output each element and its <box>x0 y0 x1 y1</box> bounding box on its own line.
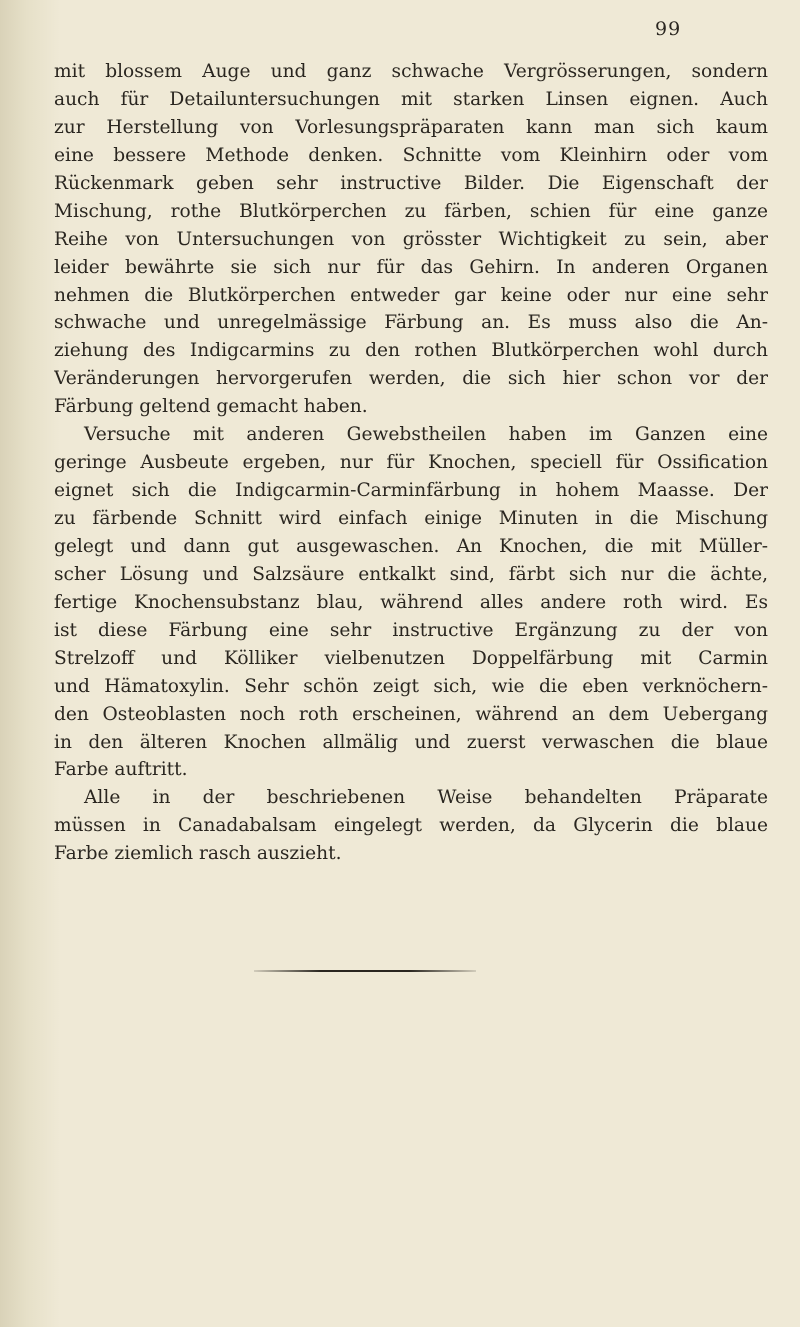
text-line: auch für Detailuntersuchungen mit starken Linsen eignen. Auch <box>54 88 768 110</box>
body-text <box>54 58 768 868</box>
text-line: geringe Ausbeute ergeben, nur für Knochen, speciell für Ossification <box>54 452 768 474</box>
text-line: nehmen die Blutkörperchen entweder gar keine oder nur eine sehr <box>54 284 768 306</box>
text-line: gelegt und dann gut ausgewaschen. An Knochen, die mit Müller- <box>54 535 768 557</box>
text-line: mit blossem Auge und ganz schwache Vergrösserungen, sondern <box>54 61 768 82</box>
text-line: Mischung, rothe Blutkörperchen zu färben, schien für eine ganze <box>54 200 768 222</box>
text-line: Färbung geltend gemacht haben. <box>54 396 368 418</box>
text-line: zur Herstellung von Vorlesungspräparaten kann man sich kaum <box>54 116 768 138</box>
text-line: scher Lösung und Salzsäure entkalkt sind, färbt sich nur die ächte, <box>54 563 768 585</box>
section-divider-rule <box>254 970 476 972</box>
page-number: 99 <box>655 18 682 40</box>
text-line: Rückenmark geben sehr instructive Bilder. Die Eigenschaft der <box>54 172 768 194</box>
text-line: Farbe auftritt. <box>54 759 188 781</box>
text-line: den Osteoblasten noch roth erscheinen, während an dem Uebergang <box>54 703 768 725</box>
text-line: fertige Knochensubstanz blau, während alles andere roth wird. Es <box>54 591 768 613</box>
text-line: zu färbende Schnitt wird einfach einige Minuten in die Mischung <box>54 508 768 529</box>
text-line: ziehung des Indigcarmins zu den rothen Blutkörperchen wohl durch <box>54 340 768 362</box>
paragraph-start: Alle in der beschriebenen Weise behandelten Präparate <box>84 787 768 809</box>
paragraph-start: Versuche mit anderen Gewebstheilen haben im Ganzen eine <box>84 424 768 446</box>
text-line: Veränderungen hervorgerufen werden, die sich hier schon vor der <box>54 368 768 390</box>
text-line: Strelzoff und Kölliker vielbenutzen Doppelfärbung mit Carmin <box>54 647 768 669</box>
text-line: leider bewährte sie sich nur für das Gehirn. In anderen Organen <box>54 256 768 278</box>
text-line: und Hämatoxylin. Sehr schön zeigt sich, wie die eben verknöchern- <box>54 675 768 697</box>
text-line: in den älteren Knochen allmälig und zuerst verwaschen die blaue <box>54 731 768 753</box>
text-line: ist diese Färbung eine sehr instructive Ergänzung zu der von <box>54 619 768 641</box>
text-line: Farbe ziemlich rasch auszieht. <box>54 843 342 865</box>
text-line: eignet sich die Indigcarmin-Carminfärbung in hohem Maasse. Der <box>54 480 768 502</box>
text-line: Reihe von Untersuchungen von grösster Wichtigkeit zu sein, aber <box>54 228 768 250</box>
page-edge-shadow <box>0 0 60 1327</box>
text-line: eine bessere Methode denken. Schnitte vom Kleinhirn oder vom <box>54 144 768 166</box>
text-line: müssen in Canadabalsam eingelegt werden, da Glycerin die blaue <box>54 815 768 837</box>
text-line: schwache und unregelmässige Färbung an. Es muss also die An- <box>54 312 768 334</box>
